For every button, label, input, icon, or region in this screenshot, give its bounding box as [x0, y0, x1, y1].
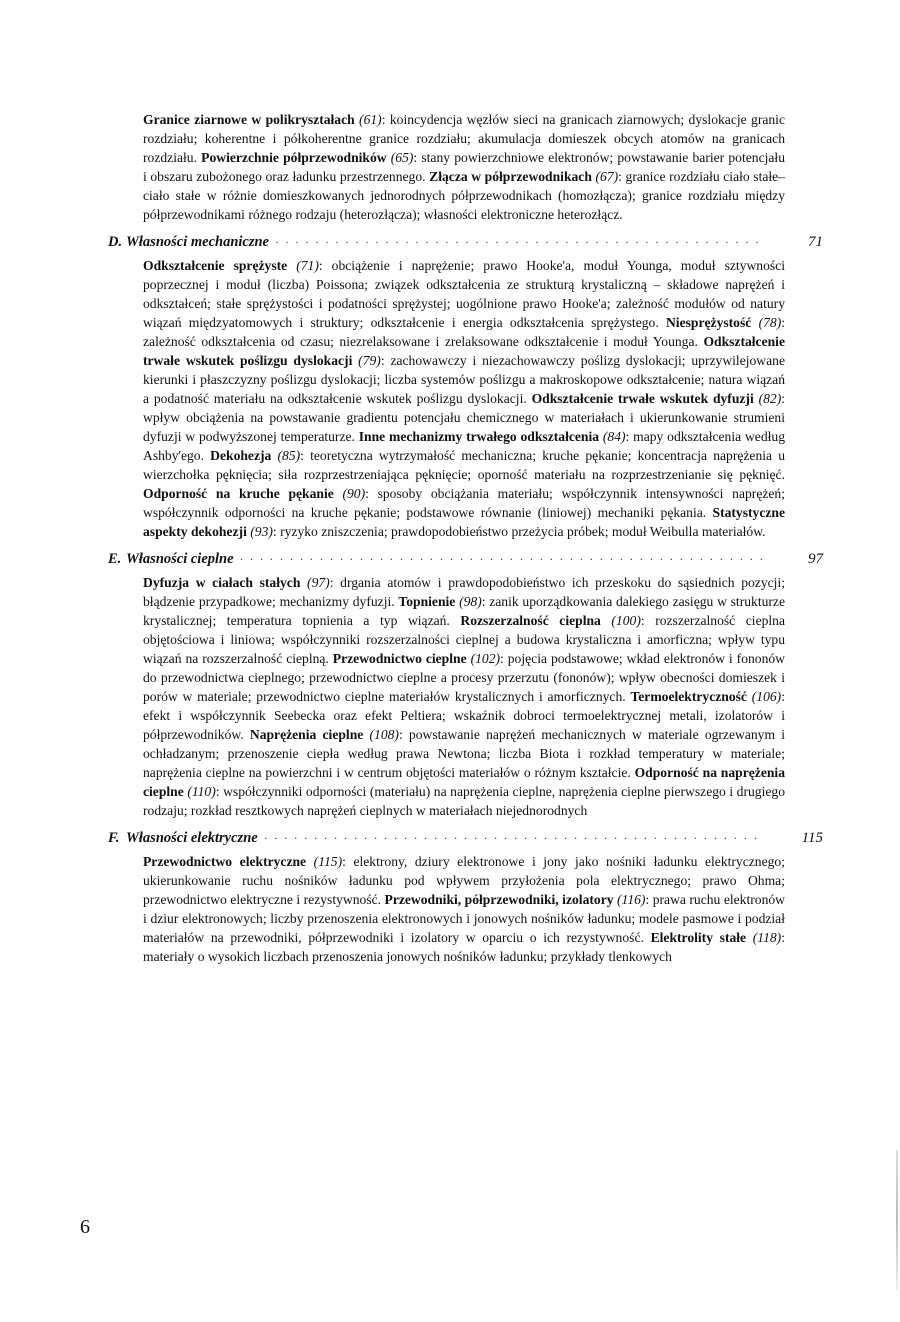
term-page-ref: (85)	[271, 448, 301, 463]
section-heading-f	[108, 830, 823, 852]
term-heading: Granice ziarnowe w polikryształach	[143, 112, 355, 127]
term-description: : powstawanie naprężeń mechanicznych w materiale ogrzewanym i ochładzanym; przenoszenie ciepła według prawa Newtona; liczba Biota i rozkład temperatury w materiale; naprężenia cieplne na powierzchni i w centrum objętości materiałów o różnym kształcie.	[143, 727, 785, 780]
term-heading: Termoelektryczność	[630, 689, 747, 704]
term-heading: Powierzchnie półprzewodników	[201, 150, 387, 165]
term-page-ref: (79)	[352, 353, 381, 368]
term-page-ref: (108)	[363, 727, 399, 742]
term-page-ref: (106)	[746, 689, 782, 704]
term-page-ref: (90)	[333, 486, 366, 501]
leader-dots	[275, 235, 763, 250]
term-heading: Rozszerzalność cieplna	[460, 613, 601, 628]
term-heading: Elektrolity stałe	[650, 930, 747, 945]
term-description: : rozszerzalność cieplna objętościowa i liniowa; współczynniki rozszerzalności cieplnej a budowa krystaliczna i amorficzna; wpływ typu wiązań na rozszerzalność cieplną.	[143, 613, 786, 666]
term-page-ref: (84)	[599, 429, 626, 444]
term-page-ref: (118)	[746, 930, 782, 945]
section-heading-e	[108, 551, 823, 573]
term-page-ref: (65)	[386, 150, 414, 165]
term-page-ref: (67)	[591, 169, 619, 184]
term-description: : zanik uporządkowania dalekiego zasięgu w strukturze krystalicznej; temperatura topnienia a typ wiązań.	[143, 594, 785, 628]
term-page-ref: (61)	[354, 112, 382, 127]
section-paragraph-e	[143, 573, 785, 820]
term-heading: Odporność na kruche pękanie	[143, 486, 334, 501]
term-description: : elektrony, dziury elektronowe i jony jako nośniki ładunku elektrycznego; ukierunkowanie ruchu nośników ładunku pod wpływem przyłożenia pola elektrycznego; prawo Ohma; przewodnictwo elektryczne i rezystywność.	[143, 854, 785, 907]
term-description: : koincydencja węzłów sieci na granicach ziarnowych; dyslokacje granic rozdziału; koherentne i półkoherentne granice rozdziału; akumulacja domieszek obcych atomów na granicach rozdziału.	[143, 112, 785, 165]
section-title: Własności cieplne	[126, 551, 234, 567]
term-heading: Złącza w półprzewodnikach	[429, 169, 592, 184]
term-page-ref: (78)	[751, 315, 782, 330]
term-page-ref: (110)	[183, 784, 216, 799]
term-description: : zależność odkształcenia od czasu; niezrelaksowane i zrelaksowane odkształcenie i moduł Younga.	[143, 315, 786, 349]
term-heading: Odporność na naprężenia cieplne	[143, 765, 785, 799]
section-title: Własności mechaniczne	[126, 234, 269, 250]
term-description: : prawa ruchu elektronów i dziur elektronowych; liczby przenoszenia elektronowych i jonowych nośników ładunku; modele pasmowe i podział materiałów na przewodniki, półprzewodniki i izolatory w oparciu o ich rezystywność.	[143, 892, 785, 945]
scan-edge-mark	[896, 1150, 898, 1290]
term-description: : stany powierzchniowe elektronów; powstawanie barier potencjału i obszaru zubożonego oraz ładunku przestrzennego.	[143, 150, 785, 184]
term-heading: Dekohezja	[210, 448, 272, 463]
term-page-ref: (115)	[306, 854, 343, 869]
term-description: : granice rozdziału ciało stałe–ciało stałe w różnie domieszkowanych jednorodnych półprzewodnikach (homozłącza); granice rozdziału między półprzewodnikami różnego rodzaju (heterozłącza); własności elektroniczne heterozłącz.	[143, 169, 785, 222]
term-description: : efekt i współczynnik Seebecka oraz efekt Peltiera; wskaźnik dobroci termoelektrycznej metali, izolatorów i półprzewodników.	[143, 689, 785, 742]
term-description: : pojęcia podstawowe; wkład elektronów i fononów do przewodnictwa cieplnego; przewodnictwo cieplne a procesy przerzutu (fononów); wpływ obecności domieszek i porów w materiale; przewodnictwo cieplne materiałów krystalicznych i amorficznych.	[143, 651, 785, 704]
term-description: : współczynniki odporności (materiału) na naprężenia cieplne, naprężenia cieplne pierwszego i drugiego rodzaju; rozkład resztkowych naprężeń cieplnych w materiałach niejednorodnych	[143, 784, 785, 818]
document-content	[108, 110, 823, 966]
page-number: 6	[80, 1216, 90, 1238]
term-description: : zachowawczy i niezachowawczy poślizg dyslokacji; uprzywilejowane kierunki i płaszczyzny poślizgu dyslokacji; liczba systemów poślizgu a makroskopowe odkształcenie; natura wiązań a podatność materiału na odkształcenie wskutek poślizgu dyslokacji.	[143, 353, 785, 406]
term-heading: Przewodniki, półprzewodniki, izolatory	[384, 892, 614, 907]
term-heading: Dyfuzja w ciałach stałych	[143, 575, 301, 590]
section-letter: E.	[108, 551, 122, 567]
term-heading: Odkształcenie trwałe wskutek poślizgu dyslokacji	[143, 334, 785, 368]
term-page-ref: (82)	[753, 391, 782, 406]
term-heading: Inne mechanizmy trwałego odkształcenia	[358, 429, 600, 444]
term-description: : obciążenie i naprężenie; prawo Hooke'a, moduł Younga, moduł sztywności poprzecznej i moduł (liczba) Poissona; związek odkształcenia ze strukturą krystaliczną – składowe naprężeń i odkształceń; stałe sprężystości i podatności sprężystej; uogólnione prawo Hooke'a; zależność modułów od natury wiązań międzyatomowych i struktury; odkształcenie i energia odkształcenia sprężystego.	[143, 258, 785, 330]
leader-dots	[264, 831, 763, 846]
intro-paragraph	[143, 110, 785, 224]
section-letter: D.	[108, 234, 123, 250]
term-description: : wpływ obciążenia na powstawanie gradientu potencjału chemicznego w materiałach i ukierunkowanie strumieni dyfuzji w podwyższonej temperaturze.	[143, 391, 786, 444]
term-description: : ryzyko zniszczenia; prawdopodobieństwo przeżycia próbek; moduł Weibulla materiałów.	[272, 524, 766, 539]
term-heading: Topnienie	[398, 594, 456, 609]
term-description: : teoretyczna wytrzymałość mechaniczna; kruche pękanie; koncentracja naprężenia u wierzchołka pęknięcia; siła rozprzestrzeniająca pęknięcie; oporność materiału na rozprzestrzenianie się pęknięć.	[143, 448, 786, 482]
term-heading: Naprężenia cieplne	[249, 727, 364, 742]
term-page-ref: (100)	[600, 613, 641, 628]
section-title: Własności elektryczne	[126, 830, 258, 846]
term-heading: Statystyczne aspekty dekohezji	[143, 505, 785, 539]
term-page-ref: (93)	[246, 524, 273, 539]
term-description: : sposoby obciążania materiału; współczynnik intensywności naprężeń; współczynnik odporności na kruche pękanie; podstawowe równanie (liniowej) mechaniki pękania.	[143, 486, 785, 520]
term-page-ref: (116)	[613, 892, 646, 907]
term-description: : mapy odkształcenia według Ashby'ego.	[143, 429, 785, 463]
section-heading-d	[108, 234, 823, 256]
section-paragraph-d	[143, 256, 785, 541]
section-paragraph-f	[143, 852, 785, 966]
term-page-ref: (71)	[287, 258, 319, 273]
section-page-ref: 115	[801, 830, 823, 846]
section-letter: F.	[108, 830, 120, 846]
term-description: : materiały o wysokich liczbach przenoszenia jonowych nośników ładunku; przykłady tlenkowych	[143, 930, 785, 964]
term-heading: Niesprężystość	[665, 315, 752, 330]
leader-dots	[240, 552, 763, 567]
term-heading: Odkształcenie sprężyste	[143, 258, 288, 273]
section-page-ref: 97	[808, 551, 823, 567]
term-heading: Przewodnictwo elektryczne	[143, 854, 307, 869]
term-heading: Przewodnictwo cieplne	[332, 651, 467, 666]
term-page-ref: (97)	[300, 575, 330, 590]
term-heading: Odkształcenie trwałe wskutek dyfuzji	[531, 391, 754, 406]
term-description: : drgania atomów i prawdopodobieństwo ich przeskoku do sąsiednich pozycji; błądzenie przypadkowe; mechanizmy dyfuzji.	[143, 575, 785, 609]
term-page-ref: (98)	[455, 594, 482, 609]
section-page-ref: 71	[808, 234, 823, 250]
term-page-ref: (102)	[466, 651, 501, 666]
